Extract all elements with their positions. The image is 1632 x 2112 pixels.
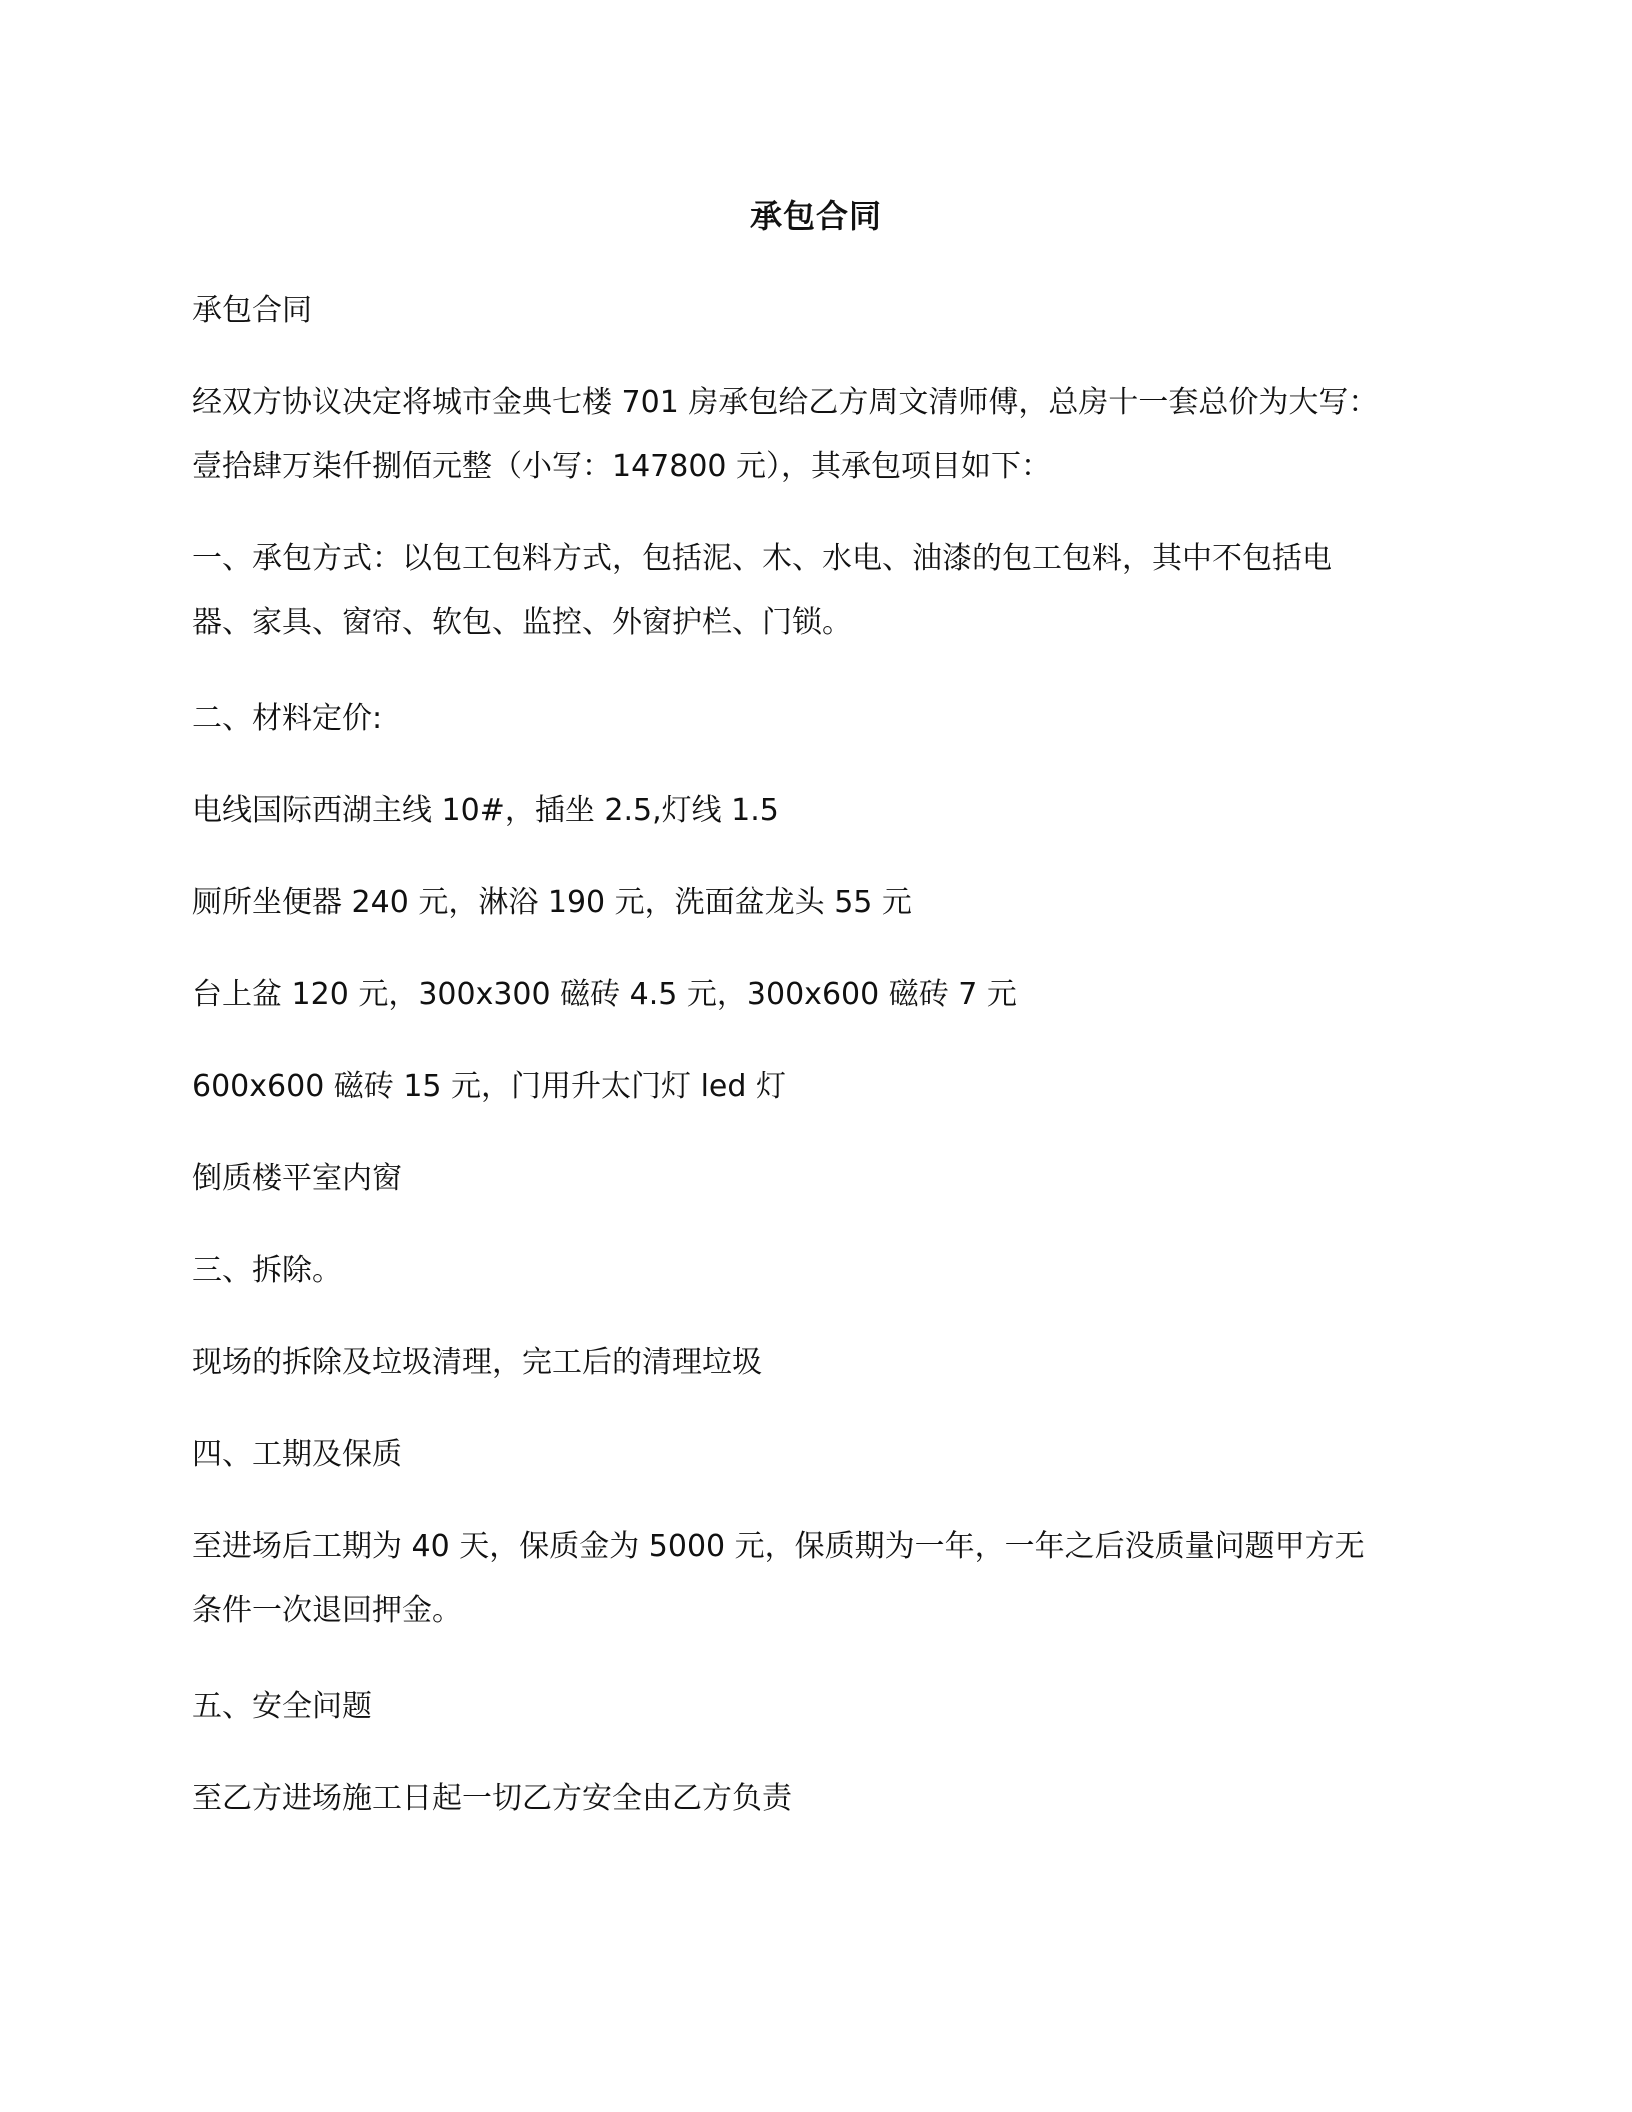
section4-heading: 四、工期及保质 bbox=[192, 1437, 402, 1472]
material-line-2: 厕所坐便器 240 元，淋浴 190 元，洗面盆龙头 55 元 bbox=[192, 885, 912, 920]
section1-line-1: 一、承包方式：以包工包料方式，包括泥、木、水电、油漆的包工包料，其中不包括电 bbox=[192, 541, 1332, 576]
material-line-4: 600x600 磁砖 15 元，门用升太门灯 led 灯 bbox=[192, 1069, 786, 1104]
section5-heading: 五、安全问题 bbox=[192, 1689, 372, 1724]
intro-line-1: 经双方协议决定将城市金典七楼 701 房承包给乙方周文清师傅，总房十一套总价为大写： bbox=[192, 385, 1379, 420]
intro-line-2: 壹拾肆万柒仟捌佰元整（小写：147800 元），其承包项目如下： bbox=[192, 449, 1052, 484]
section4-body-line-1: 至进场后工期为 40 天，保质金为 5000 元，保质期为一年，一年之后没质量问题甲方无 bbox=[192, 1529, 1365, 1564]
section3-heading: 三、拆除。 bbox=[192, 1253, 342, 1288]
section1-line-2: 器、家具、窗帘、软包、监控、外窗护栏、门锁。 bbox=[192, 605, 852, 640]
material-line-5: 倒质楼平室内窗 bbox=[192, 1161, 402, 1196]
material-line-1: 电线国际西湖主线 10#，插坐 2.5,灯线 1.5 bbox=[192, 793, 779, 828]
material-line-3: 台上盆 120 元，300x300 磁砖 4.5 元，300x600 磁砖 7 元 bbox=[192, 977, 1017, 1012]
section3-body: 现场的拆除及垃圾清理，完工后的清理垃圾 bbox=[192, 1345, 762, 1380]
subtitle: 承包合同 bbox=[192, 293, 312, 328]
section4-body-line-2: 条件一次退回押金。 bbox=[192, 1593, 462, 1628]
document-title: 承包合同 bbox=[749, 197, 882, 235]
section2-heading: 二、材料定价: bbox=[192, 701, 383, 736]
section5-body: 至乙方进场施工日起一切乙方安全由乙方负责 bbox=[192, 1781, 792, 1816]
